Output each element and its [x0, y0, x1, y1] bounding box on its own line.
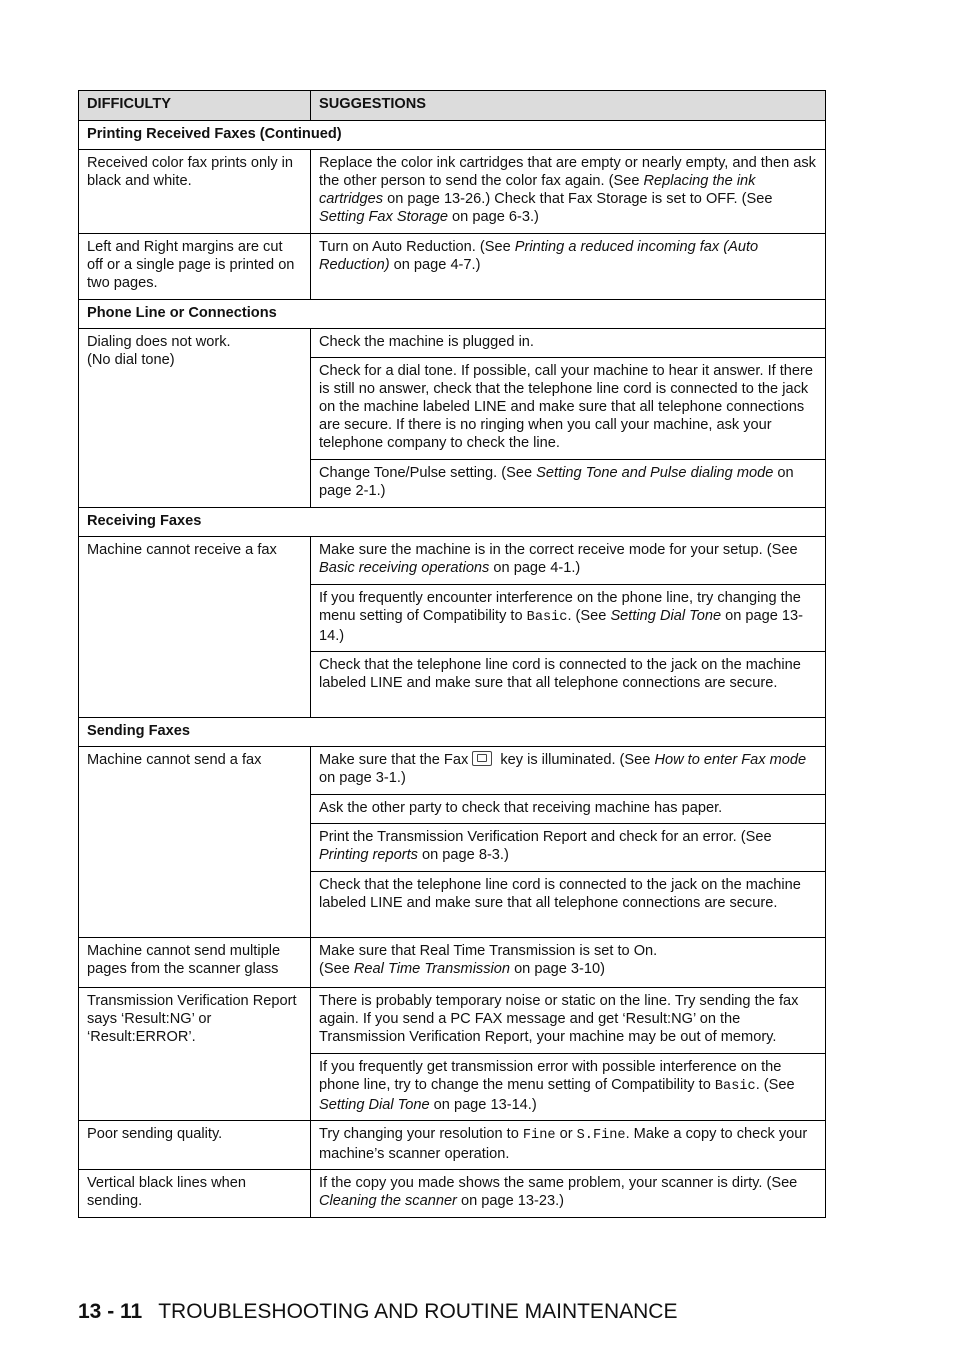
- cross-reference: Setting Dial Tone: [319, 1097, 430, 1113]
- cross-reference: Setting Dial Tone: [610, 608, 722, 624]
- suggestion-cell: Check that the telephone line cord is connected to the jack on the machine labeled LINE and make sure that all telephone connections are secure.: [311, 872, 826, 938]
- suggestion-cell: [311, 938, 826, 988]
- suggestion-text: key is illuminated. (See: [496, 752, 655, 768]
- suggestion-text: on page 4-1.): [489, 560, 581, 576]
- suggestion-text: or: [555, 1126, 577, 1142]
- suggestion-text: Make sure that Real Time Transmission is set to On.: [319, 943, 658, 959]
- suggestion-cell: [311, 585, 826, 652]
- difficulty-cell: Transmission Verification Report says ‘Result:NG’ or ‘Result:ERROR’.: [79, 988, 311, 1121]
- section-receiving-faxes: Receiving Faxes: [79, 508, 826, 537]
- table-row: [79, 329, 826, 358]
- section-row: [79, 121, 826, 150]
- suggestion-text: on page 2-1.): [319, 465, 794, 499]
- suggestion-cell: [311, 1054, 826, 1121]
- difficulty-cell: Left and Right margins are cut off or a single page is printed on two pages.: [79, 234, 311, 300]
- suggestion-text: on page 13-14.): [319, 608, 804, 644]
- difficulty-cell: Machine cannot receive a fax: [79, 537, 311, 718]
- table-row: [79, 537, 826, 585]
- table-row: [79, 938, 826, 988]
- suggestion-text: If you frequently encounter interference on the phone line, try changing the menu setting of Compatibility to: [319, 590, 801, 624]
- suggestion-text: Print the Transmission Verification Report and check for an error. (See: [319, 829, 772, 845]
- page-number: 13 - 11: [78, 1300, 143, 1323]
- difficulty-cell: Vertical black lines when sending.: [79, 1170, 311, 1218]
- section-phone-line: Phone Line or Connections: [79, 300, 826, 329]
- suggestion-text: Make sure the machine is in the correct receive mode for your setup. (See: [319, 542, 798, 558]
- table-row: [79, 1121, 826, 1170]
- suggestion-text: Replace the color ink cartridges that are empty or nearly empty, and then ask the other person to send the color fax again. (See: [319, 155, 816, 189]
- table-header-row: [79, 91, 826, 121]
- suggestion-text: If you frequently get transmission error with possible interference on the phone line, try to change the menu setting of Compatibility to: [319, 1059, 782, 1093]
- troubleshooting-table: [78, 90, 826, 1218]
- suggestion-text: on page 13-26.) Check that Fax Storage is set to OFF. (See: [383, 191, 773, 207]
- suggestion-text: Turn on Auto Reduction. (See: [319, 239, 515, 255]
- suggestion-text: Try changing your resolution to: [319, 1126, 523, 1142]
- cross-reference: Cleaning the scanner: [319, 1193, 457, 1209]
- suggestion-text: on page 8-3.): [417, 847, 509, 863]
- difficulty-cell: Machine cannot send a fax: [79, 747, 311, 938]
- section-sending-faxes: Sending Faxes: [79, 718, 826, 747]
- suggestion-text: on page 3-1.): [319, 770, 406, 786]
- setting-value: Basic: [714, 1079, 756, 1094]
- cross-reference: Printing a reduced incoming fax (Auto Reduction): [319, 239, 759, 273]
- cross-reference: Setting Fax Storage: [319, 209, 448, 225]
- section-row: [79, 508, 826, 537]
- suggestion-cell: [311, 1170, 826, 1218]
- suggestion-text: . (See: [567, 608, 611, 624]
- section-printing-received-faxes: Printing Received Faxes (Continued): [79, 121, 826, 150]
- suggestion-cell: [311, 747, 826, 795]
- table-row: [79, 234, 826, 300]
- suggestion-cell: [311, 537, 826, 585]
- cross-reference: Real Time Transmission: [353, 961, 511, 977]
- setting-value: Basic: [526, 610, 568, 625]
- suggestion-text: on page 6-3.): [448, 209, 539, 225]
- cross-reference: How to enter Fax mode: [654, 752, 807, 768]
- suggestion-cell: Check that the telephone line cord is connected to the jack on the machine labeled LINE and make sure that all telephone connections are secure.: [311, 652, 826, 718]
- column-header-difficulty: DIFFICULTY: [79, 91, 311, 121]
- difficulty-cell: Machine cannot send multiple pages from the scanner glass: [79, 938, 311, 988]
- suggestion-text: on page 13-14.): [429, 1097, 537, 1113]
- table-row: [79, 747, 826, 795]
- setting-value: S.Fine: [576, 1128, 626, 1143]
- suggestion-text: on page 4-7.): [389, 257, 481, 273]
- cross-reference: Replacing the ink cartridges: [319, 173, 756, 207]
- fax-key-icon: [472, 751, 492, 766]
- suggestion-text: on page 3-10): [510, 961, 605, 977]
- suggestion-text: (See: [319, 961, 354, 977]
- suggestion-text: If the copy you made shows the same problem, your scanner is dirty. (See: [319, 1175, 798, 1191]
- cross-reference: Basic receiving operations: [319, 560, 490, 576]
- difficulty-cell: Poor sending quality.: [79, 1121, 311, 1170]
- difficulty-cell: [79, 329, 311, 508]
- suggestion-cell: Ask the other party to check that receiving machine has paper.: [311, 795, 826, 824]
- table-row: [79, 988, 826, 1054]
- suggestion-cell: Check for a dial tone. If possible, call your machine to hear it answer. If there is still no answer, check that the telephone line cord is connected to the jack on the machine labeled LINE and make sure that all telephone connections are secure. If there is no ringing when you call your machine, ask your telephone company to check the line.: [311, 358, 826, 460]
- suggestion-cell: [311, 234, 826, 300]
- suggestion-cell: [311, 824, 826, 872]
- suggestion-text: Change Tone/Pulse setting. (See: [319, 465, 537, 481]
- suggestion-text: . Make a copy to check your machine’s scanner operation.: [319, 1126, 808, 1162]
- table-row: [79, 1170, 826, 1218]
- suggestion-cell: Check the machine is plugged in.: [311, 329, 826, 358]
- cross-reference: Printing reports: [319, 847, 418, 863]
- cross-reference: Setting Tone and Pulse dialing mode: [536, 465, 774, 481]
- column-header-suggestions: SUGGESTIONS: [311, 91, 826, 121]
- section-row: [79, 718, 826, 747]
- chapter-title: TROUBLESHOOTING AND ROUTINE MAINTENANCE: [158, 1300, 678, 1323]
- suggestion-cell: [311, 1121, 826, 1170]
- suggestion-text: Make sure that the Fax: [319, 752, 469, 768]
- difficulty-cell: Received color fax prints only in black and white.: [79, 150, 311, 234]
- page-footer: [78, 1299, 677, 1325]
- suggestion-text: on page 13-23.): [456, 1193, 565, 1209]
- suggestion-text: . (See: [755, 1077, 795, 1093]
- suggestion-cell: There is probably temporary noise or static on the line. Try sending the fax again. If you send a PC FAX message and get ‘Result:NG’ on the Transmission Verification Report, your machine may be out of memory.: [311, 988, 826, 1054]
- suggestion-cell: [311, 150, 826, 234]
- difficulty-line: Dialing does not work.: [87, 334, 231, 350]
- table-row: [79, 150, 826, 234]
- setting-value: Fine: [522, 1128, 556, 1143]
- difficulty-line: (No dial tone): [87, 352, 175, 368]
- section-row: [79, 300, 826, 329]
- suggestion-cell: [311, 460, 826, 508]
